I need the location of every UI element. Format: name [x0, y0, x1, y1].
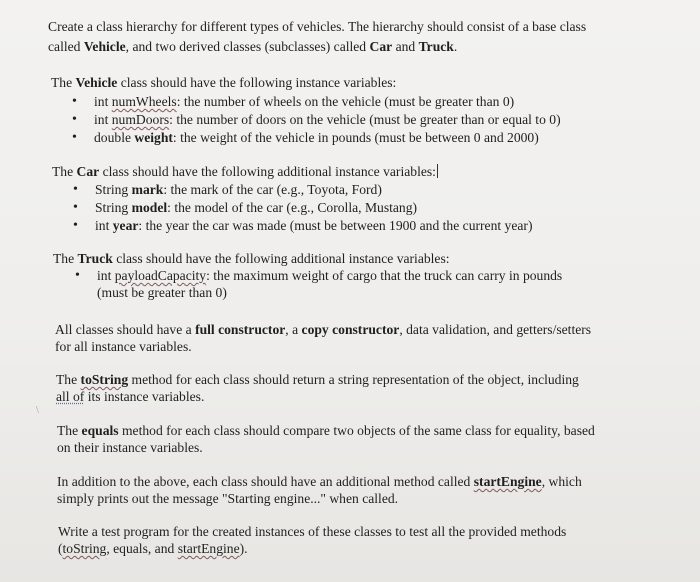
startengine-line-2: simply prints out the message "Starting engine..." when called.: [57, 491, 399, 506]
bullet-icon: •: [73, 218, 78, 233]
truck-heading: The Truck class should have the following additional instance variables:: [53, 251, 450, 266]
text-cursor: [437, 164, 438, 178]
bullet-icon: •: [73, 182, 78, 197]
bullet-icon: •: [73, 200, 78, 215]
bullet-icon: •: [72, 112, 77, 127]
variable-name: numDoors: [111, 112, 170, 127]
vehicle-heading: The Vehicle class should have the following instance variables:: [51, 75, 397, 90]
list-item: • int numDoors: the number of doors on the vehicle (must be greater than or equal to 0): [72, 112, 561, 127]
variable-name: payloadCapacity: [114, 268, 207, 283]
test-line-2: (toString, equals, and startEngine).: [58, 541, 248, 556]
vehicle-variable-list: [72, 93, 561, 146]
list-item: • int payloadCapacity: the maximum weight of cargo that the truck can carry in pounds: [75, 268, 563, 283]
method-name: equals: [81, 423, 119, 438]
constructors-line-1: All classes should have a full constructor, a copy constructor, data validation, and getters/setters: [55, 322, 592, 337]
truck-class-name: Truck: [418, 39, 454, 54]
variable-name: mark: [131, 182, 164, 197]
list-item-continuation: (must be greater than 0): [97, 285, 227, 300]
variable-name: weight: [134, 130, 173, 145]
startengine-line-1: In addition to the above, each class should have an additional method called startEngine, which: [57, 474, 582, 489]
variable-name: numWheels: [111, 94, 177, 109]
vehicle-class-name: Vehicle: [83, 39, 126, 54]
intro-line-2: called Vehicle, and two derived classes (subclasses) called Car and Truck.: [48, 39, 458, 54]
list-item: • int year: the year the car was made (must be between 1900 and the current year): [73, 218, 533, 233]
list-item: • String mark: the mark of the car (e.g., Toyota, Ford): [73, 182, 382, 197]
bullet-icon: •: [75, 268, 80, 283]
equals-line-1: The equals method for each class should compare two objects of the same class for equality, based: [57, 423, 595, 438]
stray-mark: \: [36, 405, 39, 416]
car-variable-list: [73, 181, 533, 234]
equals-line-2: on their instance variables.: [57, 440, 203, 455]
list-item: • String model: the model of the car (e.g., Corolla, Mustang): [73, 200, 418, 215]
car-heading: The Car class should have the following additional instance variables:: [52, 164, 436, 179]
method-name: startEngine: [473, 474, 542, 489]
tostring-line-1: The toString method for each class should return a string representation of the object, including: [56, 372, 579, 387]
car-class-name: Car: [369, 39, 393, 54]
list-item: • double weight: the weight of the vehicle in pounds (must be between 0 and 2000): [72, 130, 539, 145]
variable-name: model: [131, 200, 168, 215]
method-name: toString: [80, 372, 129, 387]
list-item: • int numWheels: the number of wheels on the vehicle (must be greater than 0): [72, 94, 515, 109]
constructors-line-2: for all instance variables.: [55, 339, 192, 354]
truck-variable-list: [75, 267, 563, 301]
bullet-icon: •: [72, 94, 77, 109]
variable-name: year: [112, 218, 139, 233]
tostring-line-2: all of its instance variables.: [56, 389, 205, 404]
test-line-1: Write a test program for the created instances of these classes to test all the provided methods: [58, 524, 567, 539]
intro-line-1: Create a class hierarchy for different types of vehicles. The hierarchy should consist of a base class: [48, 19, 587, 34]
method-name: toString: [62, 541, 107, 556]
bullet-icon: •: [72, 130, 77, 145]
method-name: startEngine: [177, 541, 240, 556]
